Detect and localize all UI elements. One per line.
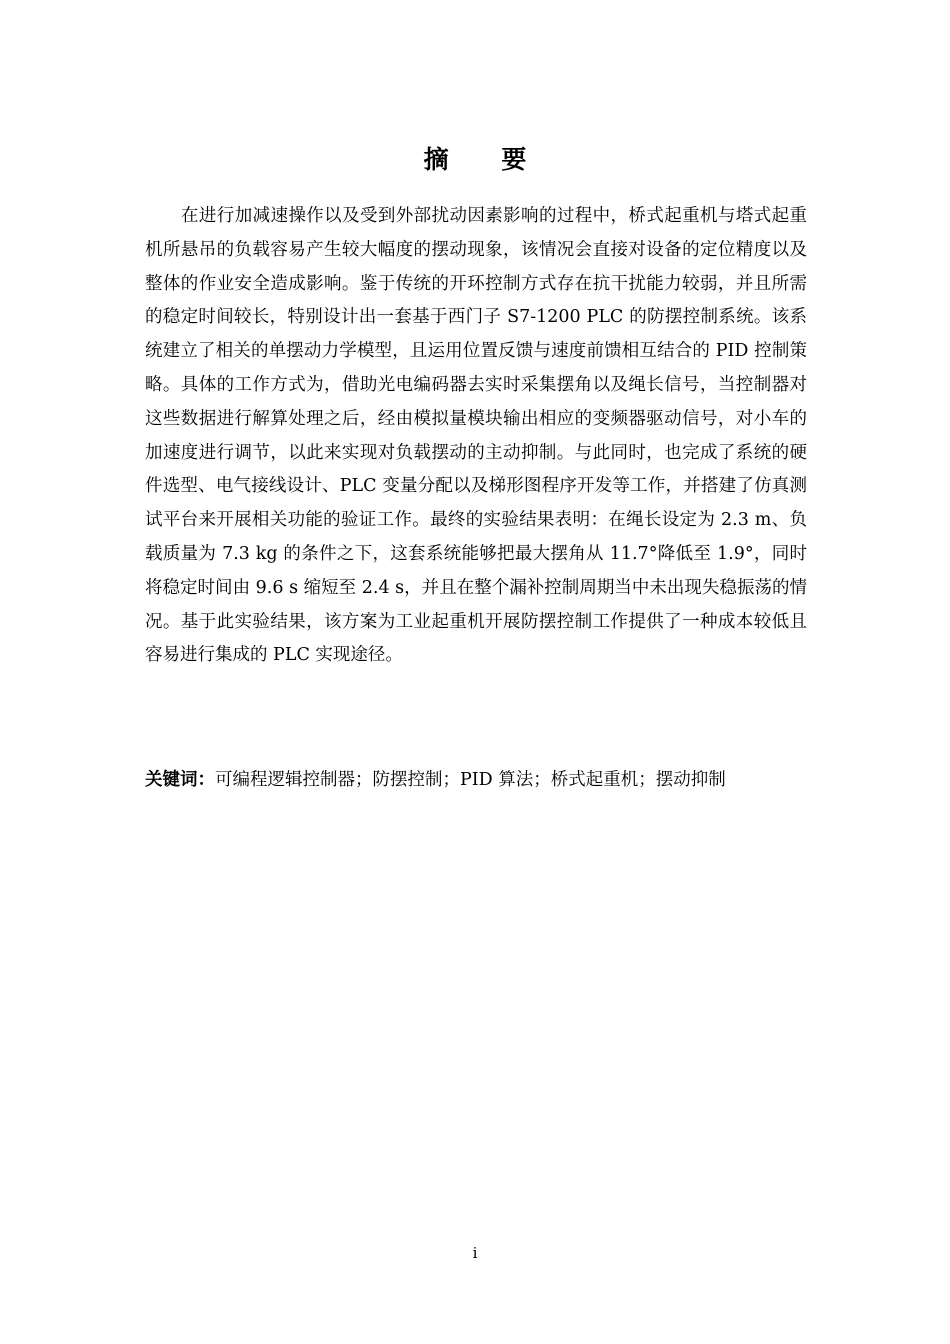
page-title: 摘 要 — [423, 144, 549, 174]
page-number: i — [472, 1244, 478, 1262]
keywords-text: 可编程逻辑控制器；防摆控制；PID 算法；桥式起重机；摆动抑制 — [215, 770, 726, 790]
abstract-paragraph: 在进行加减速操作以及受到外部扰动因素影响的过程中，桥式起重机与塔式起重机所悬吊的负载容易产生较大幅度的摆动现象，该情况会直接对设备的定位精度以及整体的作业安全造成影响。鉴于传统的开环控制方式存在抗干扰能力较弱，并且所需的稳定时间较长，特别设计出一套基于西门子 S7-1200 PLC 的防摆控制系统。该系统建立了相关的单摆动力学模型，且运用位置反馈与速度前馈相互结合的 PID 控制策略。具体的工作方式为，借助光电编码器去实时采集摆角以及绳长信号，当控制器对这些数据进行解算处理之后，经由模拟量模块输出相应的变频器驱动信号，对小车的加速度进行调节，以此来实现对负载摆动的主动抑制。与此同时，也完成了系统的硬件选型、电气接线设计、PLC 变量分配以及梯形图程序开发等工作，并搭建了仿真测试平台来开展相关功能的验证工作。最终的实验结果表明：在绳长设定为 2.3 m、负载质量为 7.3 kg 的条件之下，这套系统能够把最大摆角从 11.7°降低至 1.9°，同时将稳定时间由 9.6 s 缩短至 2.4 s，并且在整个漏补控制周期当中未出现失稳振荡的情况。基于此实验结果，该方案为工业起重机开展防摆控制工作提供了一种成本较低且容易进行集成的 PLC 实现途径。 — [145, 206, 807, 666]
keywords-label: 关键词： — [145, 770, 215, 790]
keywords-line — [145, 764, 807, 796]
